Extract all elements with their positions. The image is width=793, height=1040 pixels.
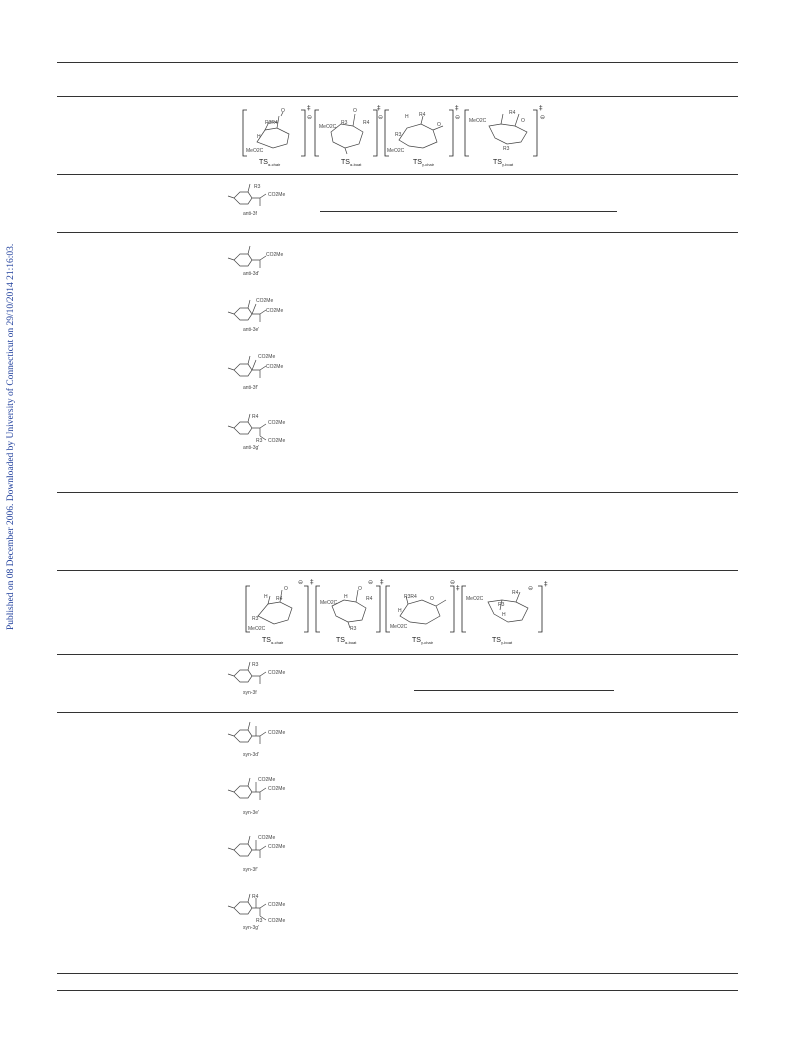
compound-label: anti-3f' <box>243 385 258 391</box>
ts-group-label: R3 <box>350 626 357 632</box>
ts-anion-charge: ⊖ <box>450 579 456 586</box>
compound-group-label: CO2Me <box>268 730 286 736</box>
compound-group-label: CO2Me <box>266 364 284 370</box>
compound-group-label: R3 <box>252 662 259 668</box>
table-bottom-rule <box>57 990 738 991</box>
ts-group-label: R4 <box>419 112 426 118</box>
ts-group-label: O <box>353 108 357 114</box>
ts-group-label: R3 <box>503 146 510 152</box>
compound-group-label: CO2Me <box>268 786 286 792</box>
ts-label: $TS_{\gamma-boat}$ <box>493 159 514 167</box>
compound-group-label: CO2Me <box>258 354 276 360</box>
ts-group-label: R4 <box>363 120 370 126</box>
compound-group-label: R3 <box>256 918 263 924</box>
compound-group-label: CO2Me <box>268 670 286 676</box>
ts-group-label: MeO2C <box>320 600 338 606</box>
ts-upper-g-boat <box>465 104 545 167</box>
table-row-rule <box>57 570 738 571</box>
compound-group-label: CO2Me <box>268 844 286 850</box>
ts-group-label: MeO2C <box>466 596 484 602</box>
ts-lower-g-chair <box>386 579 460 645</box>
compound-group-label: R4 <box>252 894 259 900</box>
compound-structure-anti-3e-prime <box>226 294 306 340</box>
ts-label: $TS_{\alpha-boat}$ <box>336 637 357 645</box>
compound-label: anti-3g' <box>243 445 260 451</box>
compound-group-label: CO2Me <box>268 192 286 198</box>
ts-dagger: ‡ <box>377 104 381 112</box>
ts-group-label: MeO2C <box>246 148 264 154</box>
table-top-rule <box>57 62 738 63</box>
compound-group-label: CO2Me <box>268 438 286 444</box>
ts-lower-g-boat <box>462 580 548 645</box>
compound-label: syn-3g' <box>243 925 259 931</box>
compound-structure-anti-3f-prime <box>226 350 306 396</box>
ts-lower-a-boat <box>316 578 384 645</box>
table-row-rule <box>57 654 738 655</box>
ts-dagger: ‡ <box>307 104 311 112</box>
compound-label: syn-3f' <box>243 867 258 873</box>
column-span-line <box>414 690 614 691</box>
table-row-rule <box>57 232 738 233</box>
ts-anion-charge: ⊖ <box>540 114 546 121</box>
table-row-rule <box>57 174 738 175</box>
publication-note-text: Published on 08 December 2006. Downloaded by University of Connecticut on 29/10/2014 21:16:03. <box>6 243 16 630</box>
compound-label: syn-3d' <box>243 752 259 758</box>
ts-group-label: H <box>257 134 261 140</box>
lower-transition-states <box>240 576 560 648</box>
table-section-rule <box>57 492 738 493</box>
compound-group-label: R3 <box>254 184 261 190</box>
ts-group-label: O <box>430 596 434 602</box>
ts-group-label: MeO2C <box>469 118 487 124</box>
ts-group-label: MeO2C <box>248 626 266 632</box>
compound-group-label: R3 <box>256 438 263 444</box>
ts-group-label: R4 <box>512 590 519 596</box>
ts-group-label: R3 <box>252 616 259 622</box>
compound-group-label: CO2Me <box>266 308 284 314</box>
ts-anion-charge: ⊖ <box>368 579 374 586</box>
ts-group-label: H <box>405 114 409 120</box>
ts-label: $TS_{\gamma-chair}$ <box>413 159 434 167</box>
ts-anion-charge: ⊖ <box>455 114 461 121</box>
ts-anion-charge: ⊖ <box>528 585 534 592</box>
table-bottom-rule <box>57 973 738 974</box>
compound-structure-anti-3g-prime <box>226 408 306 454</box>
ts-group-label: MeO2C <box>390 624 408 630</box>
ts-lower-a-chair <box>246 578 314 645</box>
compound-label: anti-3e' <box>243 327 260 333</box>
ts-upper-g-chair <box>385 104 460 167</box>
ts-upper-a-boat <box>315 104 383 167</box>
compound-label: anti-3d' <box>243 271 260 277</box>
ts-group-label: R3 <box>341 120 348 126</box>
compound-label: syn-3f <box>243 690 257 696</box>
compound-group-label: CO2Me <box>268 420 286 426</box>
ts-group-label: H <box>502 612 506 618</box>
ts-upper-a-chair <box>243 104 312 167</box>
ts-group-label: R3R4 <box>404 594 417 600</box>
ts-group-label: R4 <box>276 596 283 602</box>
ts-group-label: O <box>284 586 288 592</box>
compound-group-label: CO2Me <box>258 777 276 783</box>
ts-dagger: ‡ <box>456 584 460 592</box>
ts-dagger: ‡ <box>455 104 459 112</box>
compound-group-label: CO2Me <box>268 918 286 924</box>
ts-anion-charge: ⊖ <box>298 579 304 586</box>
compound-structure-syn-3g-prime <box>226 888 306 934</box>
ts-group-label: R3 <box>395 132 402 138</box>
compound-group-label: CO2Me <box>268 902 286 908</box>
publication-side-note <box>2 190 22 640</box>
ts-group-label: O <box>281 108 285 114</box>
compound-structure-syn-3e-prime <box>226 772 306 818</box>
ts-dagger: ‡ <box>544 580 548 588</box>
ts-label: $TS_{\alpha-chair}$ <box>262 637 284 645</box>
ts-group-label: H <box>264 594 268 600</box>
column-span-line <box>320 211 617 212</box>
ts-group-label: MeO2C <box>319 124 337 130</box>
compound-structure-anti-3f <box>226 178 306 224</box>
compound-label: anti-3f <box>243 211 257 217</box>
ts-group-label: O <box>437 122 441 128</box>
table-header-rule <box>57 96 738 97</box>
compound-group-label: CO2Me <box>256 298 274 304</box>
ts-label: $TS_{\alpha-chair}$ <box>259 159 281 167</box>
compound-structure-syn-3f-prime <box>226 830 306 876</box>
ts-label: $TS_{\gamma-chair}$ <box>412 637 433 645</box>
ts-group-label: R3 <box>498 602 505 608</box>
compound-structure-syn-3f <box>226 656 306 702</box>
compound-structure-syn-3d-prime <box>226 716 306 762</box>
compound-group-label: R4 <box>252 414 259 420</box>
ts-group-label: O <box>358 586 362 592</box>
ts-dagger: ‡ <box>310 578 314 586</box>
ts-group-label: H <box>344 594 348 600</box>
ts-group-label: R4 <box>509 110 516 116</box>
compound-structure-anti-3d-prime <box>226 240 306 286</box>
ts-dagger: ‡ <box>380 578 384 586</box>
table-row-rule <box>57 712 738 713</box>
ts-dagger: ‡ <box>539 104 543 112</box>
ts-anion-charge: ⊖ <box>378 114 384 121</box>
ts-anion-charge: ⊖ <box>307 114 313 121</box>
ts-group-label: O <box>521 118 525 124</box>
ts-label: $TS_{\gamma-boat}$ <box>492 637 513 645</box>
ts-group-label: H <box>398 608 402 614</box>
ts-label: $TS_{\alpha-boat}$ <box>341 159 362 167</box>
ts-group-label: R4 <box>366 596 373 602</box>
compound-group-label: CO2Me <box>258 835 276 841</box>
compound-group-label: CO2Me <box>266 252 284 258</box>
ts-group-label: R3R4 <box>265 120 278 126</box>
upper-transition-states <box>237 100 557 170</box>
compound-label: syn-3e' <box>243 810 259 816</box>
ts-group-label: MeO2C <box>387 148 405 154</box>
